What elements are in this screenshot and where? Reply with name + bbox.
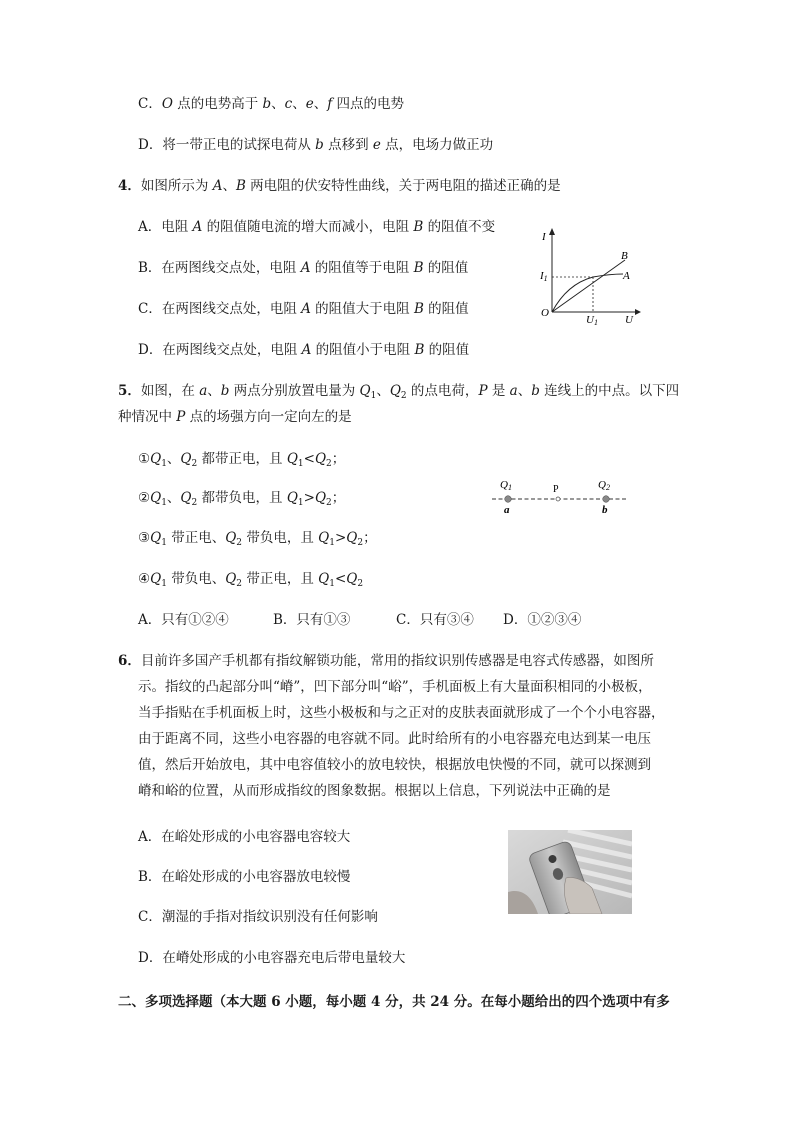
curve-a-label: A xyxy=(623,270,630,282)
q6-stem-line-6: 嵴和峪的位置，从而形成指纹的图象数据。根据以上信息，下列说法中正确的是 xyxy=(138,783,611,799)
u-axis-arrow xyxy=(635,309,641,315)
q6-option-c: C．潮湿的手指对指纹识别没有任何影响 xyxy=(138,909,378,925)
q5-option-b: B．只有①③ xyxy=(273,612,351,628)
u-axis-label: U xyxy=(625,314,633,326)
q4-option-c: C．在两图线交点处，电阻 A 的阻值大于电阻 B 的阻值 xyxy=(138,301,469,317)
q6-option-a: A．在峪处形成的小电容器电容较大 xyxy=(138,829,351,845)
q5-case-1: $①Q_1$、$Q_2$ 都带正电，且 $Q_1<Q_2$； xyxy=(138,451,346,469)
q6-stem-line-5: 值，然后开始放电，其中电容值较小的放电较快，根据放电快慢的不同，就可以探测到 xyxy=(138,757,651,773)
origin-label: O xyxy=(541,307,549,319)
q3-option-d: D．将一带正电的试探电荷从 b 点移到 e 点，电场力做正功 xyxy=(138,137,494,153)
q6-option-b: B．在峪处形成的小电容器放电较慢 xyxy=(138,869,351,885)
curve-b-label: B xyxy=(621,250,628,262)
section-2-heading: 二、多项选择题（本大题 6 小题，每小题 4 分，共 24 分。在每小题给出的四个选项中有多 xyxy=(118,994,670,1010)
p-label: P xyxy=(553,484,559,495)
u1-label: U1 xyxy=(586,314,598,327)
iu-characteristic-graph xyxy=(535,222,645,327)
a-label: a xyxy=(504,504,510,516)
curve-a xyxy=(552,274,623,312)
q2-label: Q2 xyxy=(598,479,610,492)
fingerprint-phone-photo xyxy=(508,830,632,914)
i1-label: I1 xyxy=(540,270,548,283)
q3-option-c: C．O 点的电势高于 b、c、e、f 四点的电势 xyxy=(138,96,405,112)
q5-stem-line-1: 5．如图，在 a、b 两点分别放置电量为 $Q_1$、$Q_2$ 的点电荷，P 是 a、b 连线上的中点。以下四 xyxy=(118,383,680,401)
q4-option-a: A．电阻 A 的阻值随电流的增大而减小，电阻 B 的阻值不变 xyxy=(138,219,496,235)
q5-stem-line-2: 种情况中 P 点的场强方向一定向左的是 xyxy=(118,409,352,425)
q5-case-2: $②Q_1$、$Q_2$ 都带负电，且 $Q_1>Q_2$； xyxy=(138,490,346,508)
q4-option-d: D．在两图线交点处，电阻 A 的阻值小于电阻 B 的阻值 xyxy=(138,342,470,358)
q6-stem-line-2: 示。指纹的凸起部分叫“嵴”，凹下部分叫“峪”，手机面板上有大量面积相同的小极板， xyxy=(138,679,652,695)
b-label: b xyxy=(602,504,608,516)
q6-stem-line-4: 由于距离不同，这些小电容器的电容就不同。此时给所有的小电容器充电达到某一电压 xyxy=(138,731,651,747)
q4-stem: 4．如图所示为 A、B 两电阻的伏安特性曲线，关于两电阻的描述正确的是 xyxy=(118,178,561,194)
charge-q2 xyxy=(603,496,610,503)
q5-option-c: C．只有③④ xyxy=(396,612,474,628)
q6-option-d: D．在嵴处形成的小电容器充电后带电量较大 xyxy=(138,950,406,966)
q5-case-3: $③Q_1$ 带正电、$Q_2$ 带负电，且 $Q_1>Q_2$； xyxy=(138,530,377,548)
i-axis-arrow xyxy=(549,228,555,235)
q1-label: Q1 xyxy=(500,479,512,492)
q6-stem-line-3: 当手指贴在手机面板上时，这些小极板和与之正对的皮肤表面就形成了一个个小电容器， xyxy=(138,705,665,721)
q4-option-b: B．在两图线交点处，电阻 A 的阻值等于电阻 B 的阻值 xyxy=(138,260,469,276)
curve-b xyxy=(552,260,625,312)
q6-stem-line-1: 6．目前许多国产手机都有指纹解锁功能，常用的指纹识别传感器是电容式传感器，如图所 xyxy=(118,653,654,669)
charge-q1 xyxy=(505,496,512,503)
charges-diagram xyxy=(488,476,633,518)
i-axis-label: I xyxy=(542,231,546,243)
q5-option-d: D．①②③④ xyxy=(503,612,582,628)
point-p xyxy=(556,497,560,501)
q5-case-4: $④Q_1$ 带负电、$Q_2$ 带正电，且 $Q_1<Q_2$ xyxy=(138,571,364,589)
q5-option-a: A．只有①②④ xyxy=(138,612,229,628)
